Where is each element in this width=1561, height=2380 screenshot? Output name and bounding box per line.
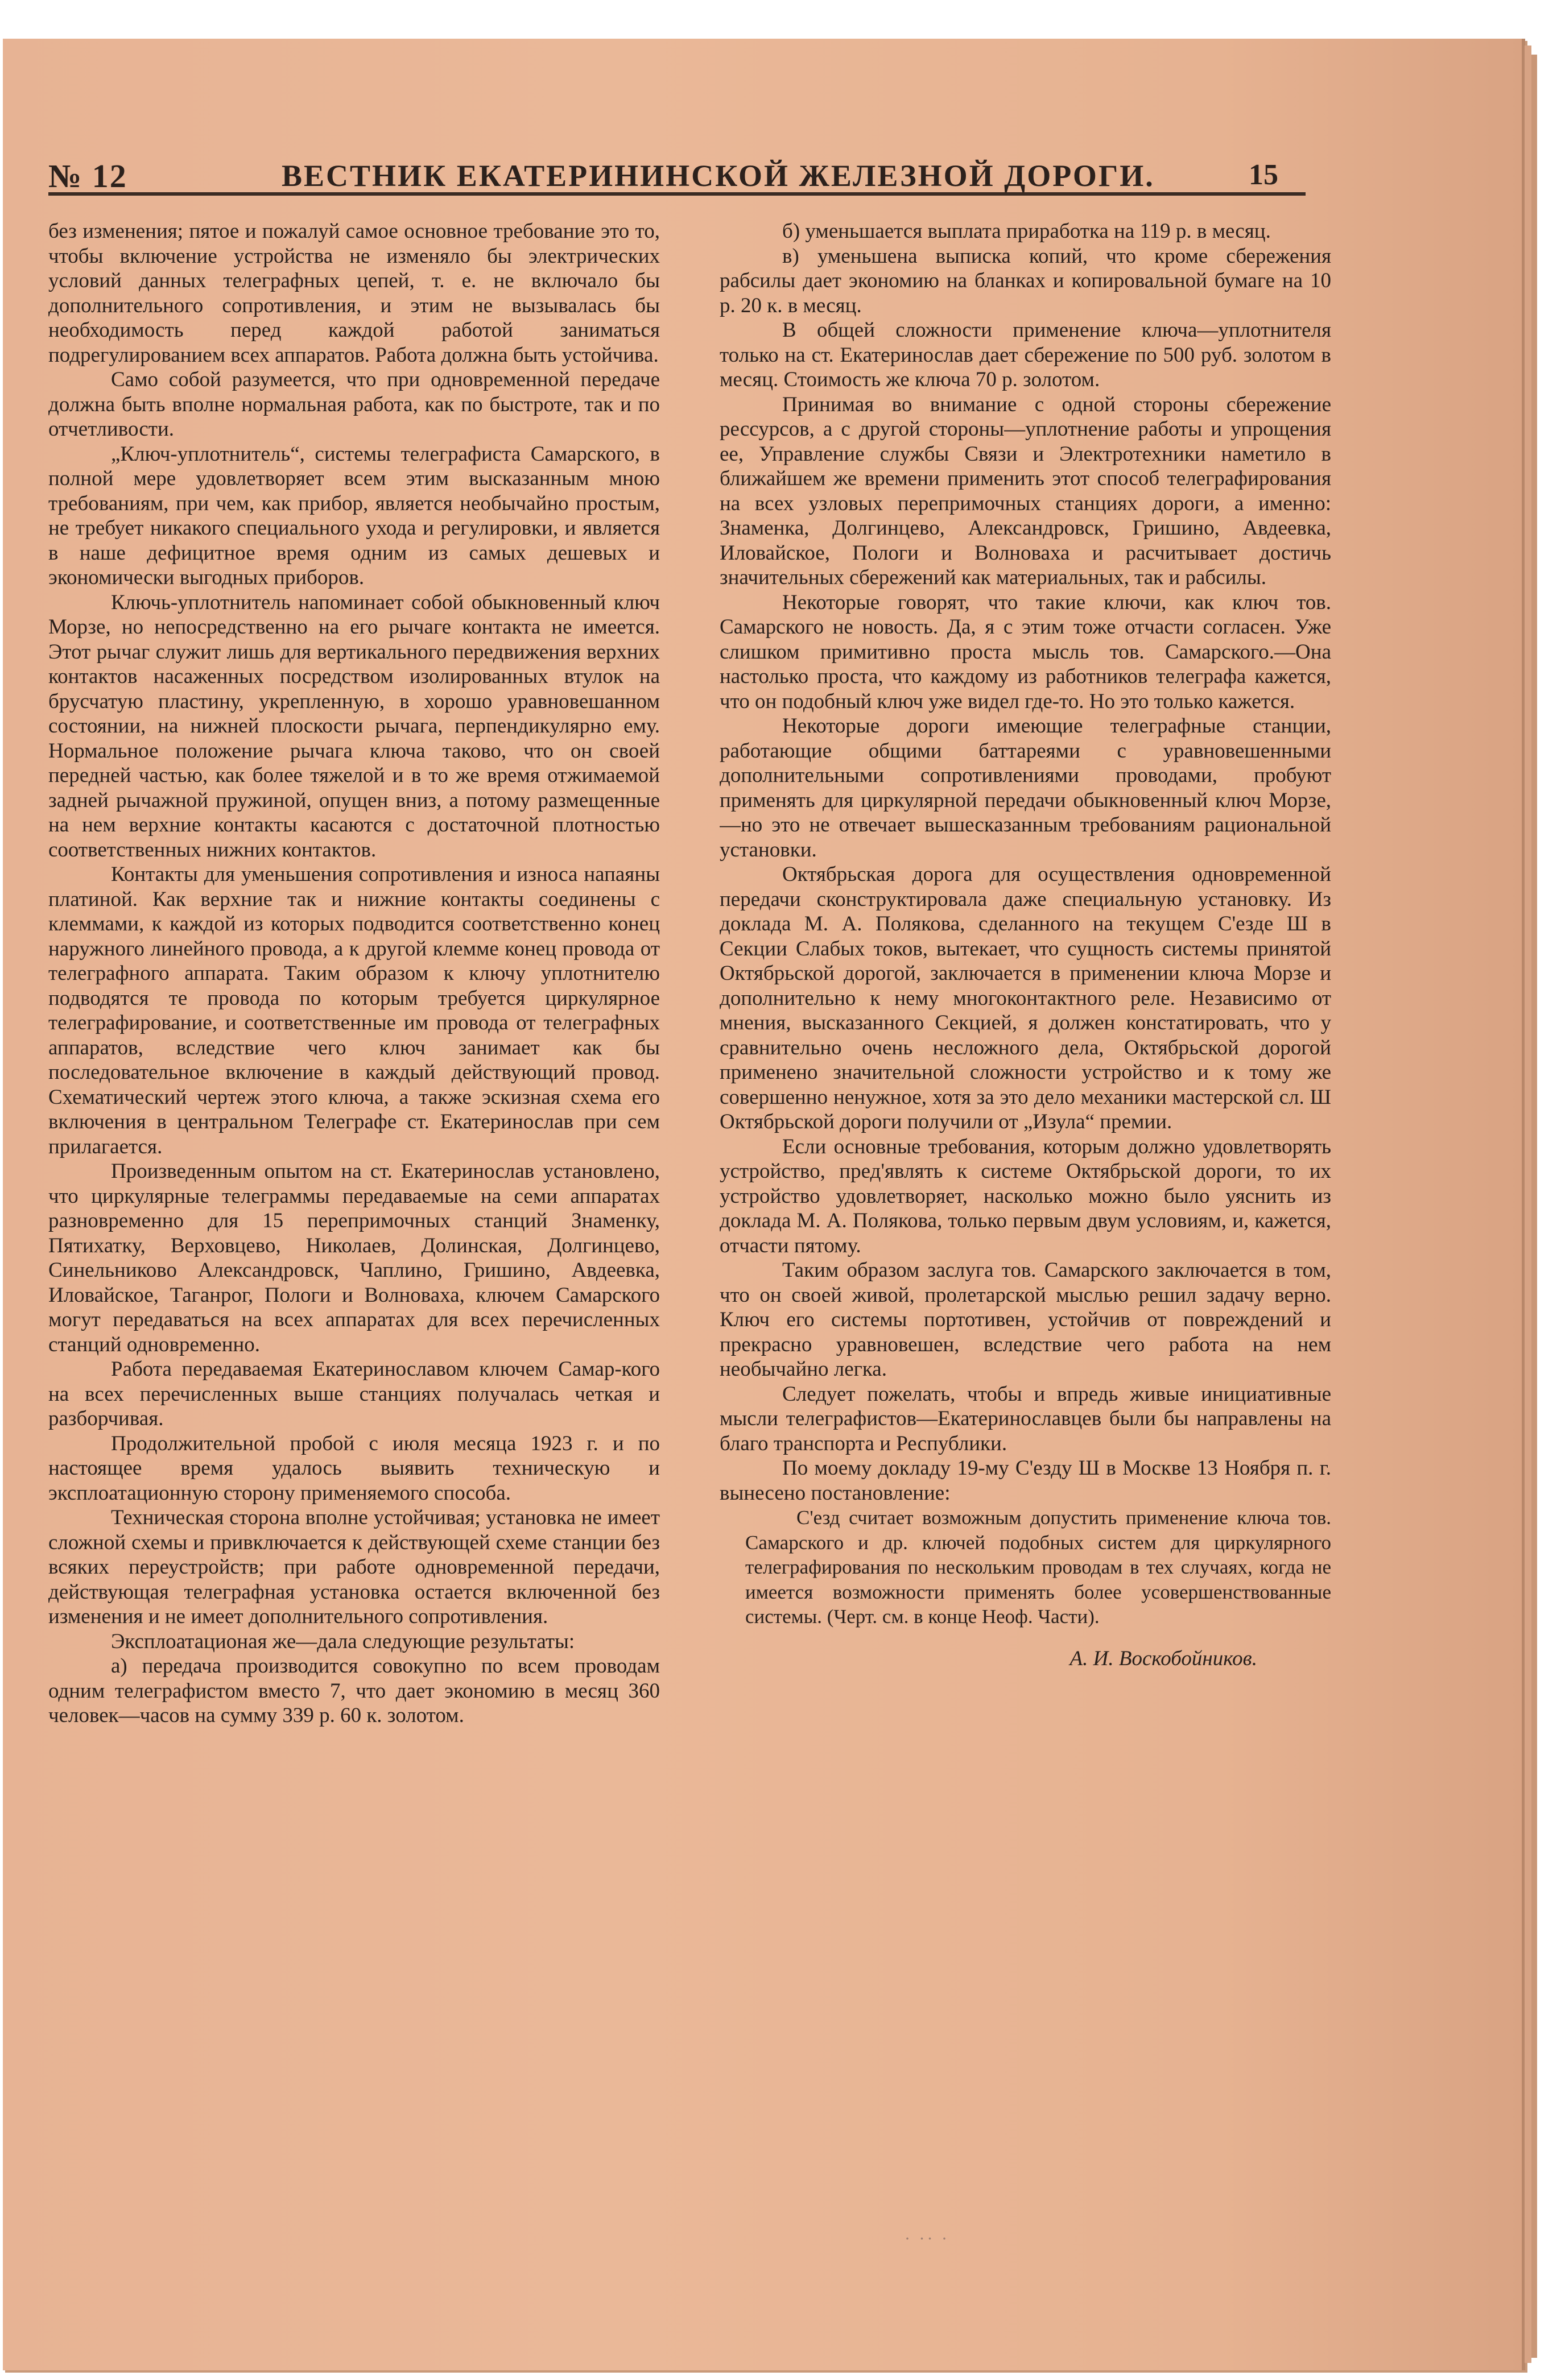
paragraph: Октябрьская дорога для осуществления одновременной передачи сконструктировала даже специальную установку. Из доклада М. А. Полякова, сделанного на текущем С'езде Ш в Секции Слабых токов, вытекает, что сущность системы принятой Октябрьской дорогой, заключается в применении ключа Морзе и дополнительно к нему многоконтактного реле. Независимо от мнения, высказанного Секцией, я должен констатировать, что у сравнительно очень несложного дела, Октябрьской дорогой применено значительной сложности устройство и к тому же совершенно ненужное, хотя за это дело механики мастерской сл. Ш Октябрьской дороги получили от „Изула“ премии. [720,863,1331,1133]
left-column [48,219,660,2209]
paragraph: По моему докладу 19-му С'езду Ш в Москве 13 Ноября п. г. вынесено постановление: [720,1456,1331,1505]
paragraph: в) уменьшена выписка копий, что кроме сбережения рабсилы дает экономию на бланках и копировальной бумаге на 10 р. 20 к. в месяц. [720,244,1331,317]
paragraph: Принимая во внимание с одной стороны сбережение рессурсов, а с другой стороны—уплотнение работы и упрощения ее, Управление службы Связи и Электротехники наметило в ближайшем же времени применить этот способ телеграфирования на всех узловых перепримочных станциях дороги, а именно: Знаменка, Долгинцево, Александровск, Гришино, Авдеевка, Иловайское, Пологи и Волноваха и расчитывает достичь значительных сбережений как материальных, так и рабсилы. [720,392,1331,589]
journal-title: ВЕСТНИК ЕКАТЕРИНИНСКОЙ ЖЕЛЕЗНОЙ ДОРОГИ. [282,159,1155,193]
right-column [720,219,1331,2209]
paragraph: Произведенным опытом на ст. Екатеринослав установлено, что циркулярные телеграммы передаваемые на семи аппаратах разновременно для 15 перепримочных станций Знаменку, Пятихатку, Верховцево, Николаев, Долинская, Долгинцево, Синельниково Александровск, Чаплино, Гришино, Авдеевка, Иловайское, Таганрог, Пологи и Волноваха, ключем Самарского могут передаваться на всех аппаратах для всех перечисленных станций одновременно. [48,1160,660,1356]
paragraph: б) уменьшается выплата приработка на 119 р. в месяц. [782,220,1271,243]
paragraph: С'езд считает возможным допустить применение ключа тов. Самарского и др. ключей подобных систем для циркулярного телеграфирования по нескольким проводам в тех случаях, когда не имеется возможности применять более усовершенствованные системы. (Черт. см. в конце Неоф. Части). [745,1506,1331,1628]
paragraph: без изменения; пятое и пожалуй самое основное требование это то, чтобы включение устройства не изменяло бы электрических условий данных телеграфных цепей, т. е. не включало бы дополнительного сопротивления, и этим не вызывалась бы необходимость перед каждой работой заниматься подрегулированием всех аппаратов. Работа должна быть устойчива. [48,220,660,367]
header-rule [48,192,1306,196]
paragraph: Работа передаваемая Екатеринославом ключем Самар-кого на всех перечисленных выше станциях получалась четкая и разборчивая. [48,1357,660,1430]
paragraph: Если основные требования, которым должно удовлетворять устройство, пред'являть к системе Октябрьской дороги, то их устройство удовлетворяет, насколько можно было уяснить из доклада М. А. Полякова, только первым двум условиям, и, кажется, отчасти пятому. [720,1135,1331,1257]
paragraph: Само собой разумеется, что при одновременной передаче должна быть вполне нормальная работа, как по быстроте, так и по отчетливости. [48,368,660,441]
paragraph: „Ключ-уплотнитель“, системы телеграфиста Самарского, в полной мере удовлетворяет всем этим высказанным мною требованиям, при чем, как прибор, является необычайно простым, не требует никакого специального ухода и регулировки, и является в наше дефицитное время одним из самых дешевых и экономически выгодных приборов. [48,442,660,589]
paragraph: В общей сложности применение ключа—уплотнителя только на ст. Екатеринослав дает сбережение по 500 руб. золотом в месяц. Стоимость же ключа 70 р. золотом. [720,318,1331,391]
page-number: 15 [1249,159,1278,191]
paragraph: Техническая сторона вполне устойчивая; установка не имеет сложной схемы и привключается к действующей схеме станции без всяких переустройств; при работе одновременной передачи, действующая телеграфная установка остается включенной без изменения и не имеет дополнительного сопротивления. [48,1506,660,1628]
page-edge [1531,55,1537,2358]
paragraph: Ключь-уплотнитель напоминает собой обыкновенный ключ Морзе, но непосредственно на его рычаге контакта не имеется. Этот рычаг служит лишь для вертикального передвижения верхних контактов насаженных посредством изолированных втулок на брусчатую пластину, укрепленную, в хорошо уравновешанном состоянии, на нижней плоскости рычага, перпендикулярно ему. Нормальное положение рычага ключа таково, что он своей передней частью, как более тяжелой и в то же время отжимаемой задней рычажной пружиной, опущен вниз, а потому размещенные на нем верхние контакты касаются с достаточной плотностью соответственных нижних контактов. [48,590,660,862]
page-edge [1525,45,1531,2363]
paragraph: Таким образом заслуга тов. Самарского заключается в том, что он своей живой, пролетарской мыслью решил задачу верно. Ключ его системы портотивен, устойчив от повреждений и прекрасно уравновешен, вследствие чего работа на нем необычайно легка. [720,1259,1331,1381]
issue-number: № 12 [48,158,127,194]
paragraph: Эксплоатационая же—дала следующие результаты: [111,1629,575,1653]
paragraph: Контакты для уменьшения сопротивления и износа напаяны платиной. Как верхние так и нижние контакты соединены с клеммами, к каждой из которых подводится соответственно конец наружного линейного провода, а к другой клемме конец провода от телеграфного аппарата. Таким образом к ключу уплотнителю подводятся те провода по которым требуется циркулярное телеграфирование, и соответственные им провода от телеграфных аппаратов, вследствие чего ключ занимает как бы последовательное включение в каждый действующий провод. Схематический чертеж этого ключа, а также эскизная схема его включения в центральном Телеграфе ст. Екатеринослав при сем прилагается. [48,863,660,1158]
author-signature: А. И. Воскобойников. [1069,1646,1257,1670]
paragraph: Некоторые говорят, что такие ключи, как ключ тов. Самарского не новость. Да, я с этим тоже отчасти согласен. Уже слишком примитивно проста мысль тов. Самарского.—Она настолько проста, что каждому из работников телеграфа кажется, что он подобный ключ уже видел где-то. Но это только кажется. [720,590,1331,713]
faint-stamp-mark: · ·· · [905,2229,949,2248]
paragraph: Продолжительной пробой с июля месяца 1923 г. и по настоящее время удалось выявить техническую и эксплоатационную сторону применяемого способа. [48,1431,660,1505]
paragraph: Следует пожелать, чтобы и впредь живые инициативные мысли телеграфистов—Екатеринославцев были бы направлены на благо транспорта и Республики. [720,1382,1331,1455]
paragraph: а) передача производится совокупно по всем проводам одним телеграфистом вместо 7, что дает экономию в месяц 360 человек—часов на сумму 339 р. 60 к. золотом. [48,1654,660,1727]
paragraph: Некоторые дороги имеющие телеграфные станции, работающие общими баттареями с уравновешенными дополнительными сопротивлениями проводами, пробуют применять для циркулярной передачи обыкновенный ключ Морзе,—но это не отвечает вышесказанным требованиям рациональной установки. [720,714,1331,862]
